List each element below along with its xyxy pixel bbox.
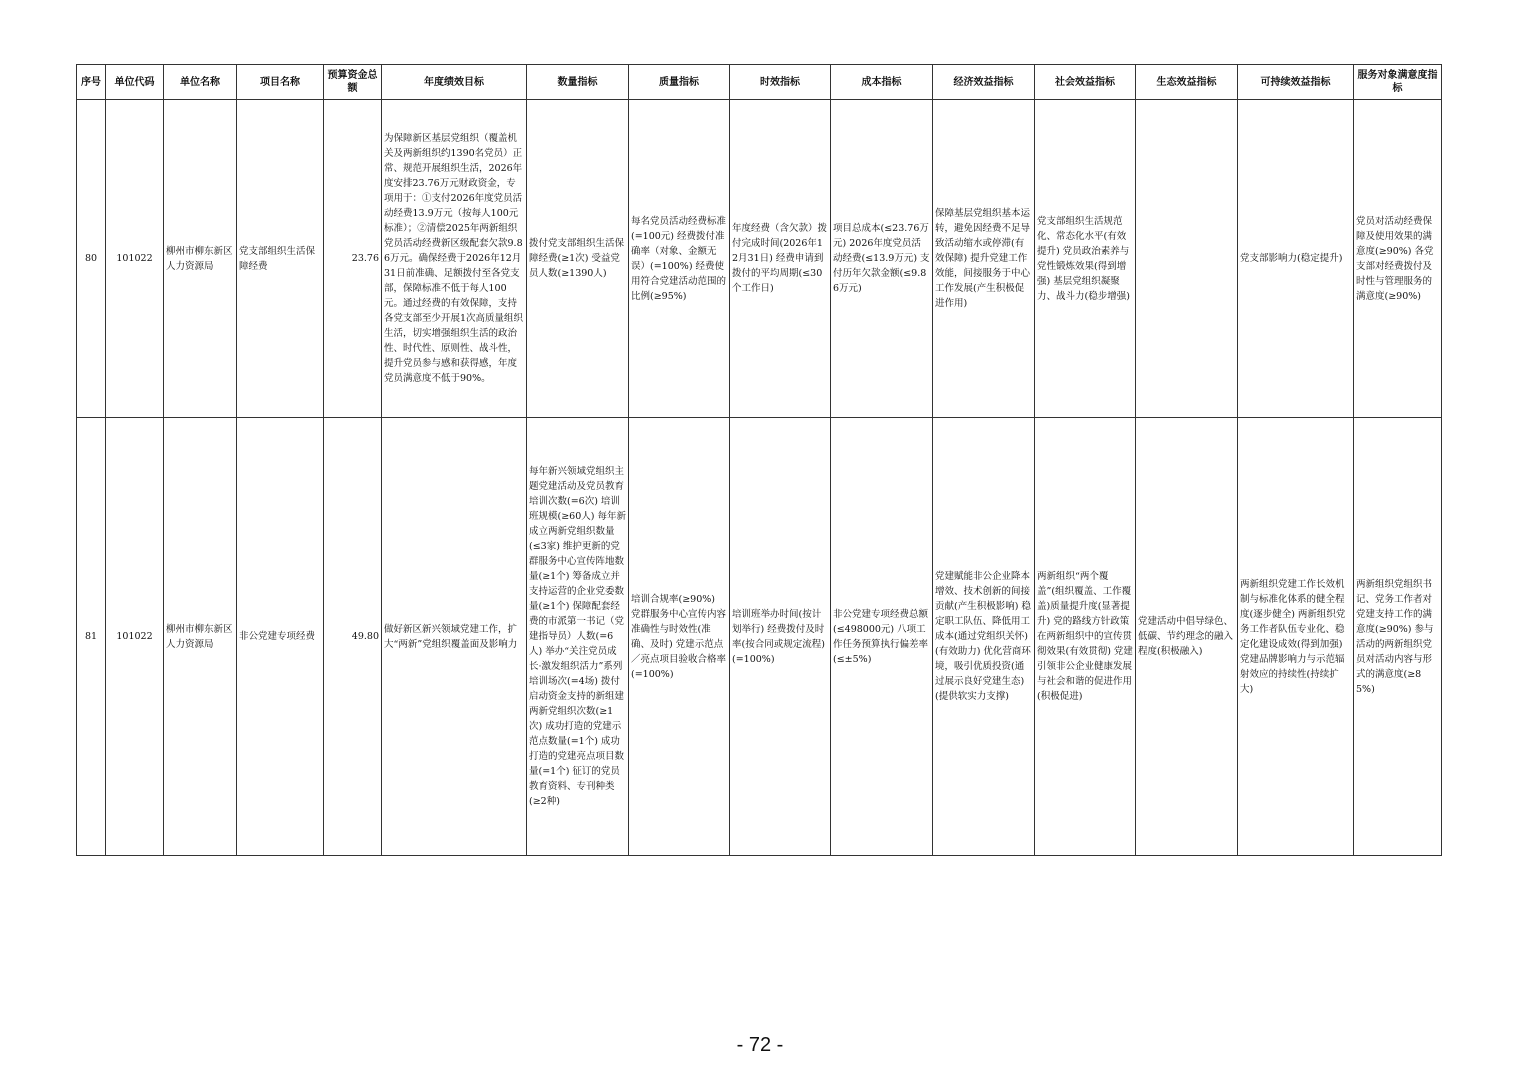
header-social: 社会效益指标 bbox=[1035, 65, 1136, 100]
cell-budget: 23.76 bbox=[324, 100, 382, 418]
header-cost: 成本指标 bbox=[831, 65, 933, 100]
cell-satisfaction: 两新组织党组织书记、党务工作者对党建支持工作的满意度(≥90%) 参与活动的两新组织党员对活动内容与形式的满意度(≥85%) bbox=[1354, 418, 1442, 856]
header-budget: 预算资金总额 bbox=[324, 65, 382, 100]
header-unit-code: 单位代码 bbox=[106, 65, 164, 100]
header-economic: 经济效益指标 bbox=[933, 65, 1035, 100]
cell-economic: 党建赋能非公企业降本增效、技术创新的间接贡献(产生积极影响) 稳定职工队伍、降低用工成本(通过党组织关怀)(有效助力) 优化营商环境，吸引优质投资(通过展示良好党建生态)(提供软实力支撑) bbox=[933, 418, 1035, 856]
cell-unit-code: 101022 bbox=[106, 100, 164, 418]
cell-ecological bbox=[1136, 100, 1238, 418]
cell-unit-name: 柳州市柳东新区人力资源局 bbox=[164, 100, 237, 418]
cell-no: 81 bbox=[77, 418, 106, 856]
cell-ecological: 党建活动中倡导绿色、低碳、节约理念的融入程度(积极融入) bbox=[1136, 418, 1238, 856]
cell-annual-goal: 为保障新区基层党组织（覆盖机关及两新组织约1390名党员）正常、规范开展组织生活，2026年度安排23.76万元财政资金，专项用于：①支付2026年度党员活动经费13.9万元（按每人100元标准）；②清偿2025年两新组织党员活动经费新区级配套欠款9.86万元。确保经费于2026年12月31日前准确、足额拨付至各党支部，保障标准不低于每人100元。通过经费的有效保障，支持各党支部至少开展1次高质量组织生活，切实增强组织生活的政治性、时代性、原则性、战斗性，提升党员参与感和获得感，年度党员满意度不低于90%。 bbox=[382, 100, 527, 418]
cell-quality: 每名党员活动经费标准(=100元) 经费拨付准确率（对象、金额无误）(=100%) 经费使用符合党建活动范围的比例(≥95%) bbox=[629, 100, 730, 418]
header-quality: 质量指标 bbox=[629, 65, 730, 100]
cell-quantity: 每年新兴领域党组织主题党建活动及党员教育培训次数(=6次) 培训班规模(≥60人) 每年新成立两新党组织数量(≤3家) 维护更新的党群服务中心宣传阵地数量(≥1个) 筹备成立并支持运营的企业党委数量(≥1个) 保障配套经费的市派第一书记（党建指导员）人数(=6人) 举办“关注党员成长·激发组织活力”系列培训场次(=4场) 拨付启动资金支持的新组建两新党组织次数(≥1次) 成功打造的党建示范点数量(=1个) 成功打造的党建亮点项目数量(=1个) 征订的党员教育资料、专刊种类(≥2种) bbox=[527, 418, 629, 856]
header-annual-goal: 年度绩效目标 bbox=[382, 65, 527, 100]
header-ecological: 生态效益指标 bbox=[1136, 65, 1238, 100]
cell-project-name: 党支部组织生活保障经费 bbox=[237, 100, 324, 418]
cell-cost: 非公党建专项经费总额(≤498000元) 八项工作任务预算执行偏差率(≤±5%) bbox=[831, 418, 933, 856]
header-row bbox=[77, 65, 1442, 100]
header-sustainable: 可持续效益指标 bbox=[1238, 65, 1354, 100]
header-timeliness: 时效指标 bbox=[730, 65, 831, 100]
header-project-name: 项目名称 bbox=[237, 65, 324, 100]
table-row bbox=[77, 418, 1442, 856]
page-number: - 72 - bbox=[736, 1034, 784, 1056]
header-quantity: 数量指标 bbox=[527, 65, 629, 100]
cell-unit-code: 101022 bbox=[106, 418, 164, 856]
cell-quantity: 拨付党支部组织生活保障经费(≥1次) 受益党员人数(≥1390人) bbox=[527, 100, 629, 418]
cell-timeliness: 年度经费（含欠款）拨付完成时间(2026年12月31日) 经费申请到拨付的平均周期(≤30个工作日) bbox=[730, 100, 831, 418]
cell-no: 80 bbox=[77, 100, 106, 418]
cell-sustainable: 两新组织党建工作长效机制与标准化体系的健全程度(逐步健全) 两新组织党务工作者队伍专业化、稳定化建设成效(得到加强) 党建品牌影响力与示范辐射效应的持续性(持续扩大) bbox=[1238, 418, 1354, 856]
table-row bbox=[77, 100, 1442, 418]
cell-social: 两新组织“两个覆盖”(组织覆盖、工作覆盖)质量提升度(显著提升) 党的路线方针政策在两新组织中的宣传贯彻效果(有效贯彻) 党建引领非公企业健康发展与社会和谐的促进作用(积极促进) bbox=[1035, 418, 1136, 856]
cell-budget: 49.80 bbox=[324, 418, 382, 856]
cell-cost: 项目总成本(≤23.76万元) 2026年度党员活动经费(≤13.9万元) 支付历年欠款金额(≤9.86万元) bbox=[831, 100, 933, 418]
performance-table bbox=[76, 64, 1442, 856]
cell-social: 党支部组织生活规范化、常态化水平(有效提升) 党员政治素养与党性锻炼效果(得到增强) 基层党组织凝聚力、战斗力(稳步增强) bbox=[1035, 100, 1136, 418]
cell-project-name: 非公党建专项经费 bbox=[237, 418, 324, 856]
header-no: 序号 bbox=[77, 65, 106, 100]
cell-quality: 培训合规率(≥90%) 党群服务中心宣传内容准确性与时效性(准确、及时) 党建示范点／亮点项目验收合格率(=100%) bbox=[629, 418, 730, 856]
cell-timeliness: 培训班举办时间(按计划举行) 经费拨付及时率(按合同或规定流程)(=100%) bbox=[730, 418, 831, 856]
cell-annual-goal: 做好新区新兴领域党建工作，扩大“两新”党组织覆盖面及影响力 bbox=[382, 418, 527, 856]
cell-unit-name: 柳州市柳东新区人力资源局 bbox=[164, 418, 237, 856]
cell-economic: 保障基层党组织基本运转，避免因经费不足导致活动缩水或停滞(有效保障) 提升党建工作效能，间接服务于中心工作发展(产生积极促进作用) bbox=[933, 100, 1035, 418]
header-unit-name: 单位名称 bbox=[164, 65, 237, 100]
header-satisfaction: 服务对象满意度指标 bbox=[1354, 65, 1442, 100]
cell-satisfaction: 党员对活动经费保障及使用效果的满意度(≥90%) 各党支部对经费拨付及时性与管理服务的满意度(≥90%) bbox=[1354, 100, 1442, 418]
cell-sustainable: 党支部影响力(稳定提升) bbox=[1238, 100, 1354, 418]
